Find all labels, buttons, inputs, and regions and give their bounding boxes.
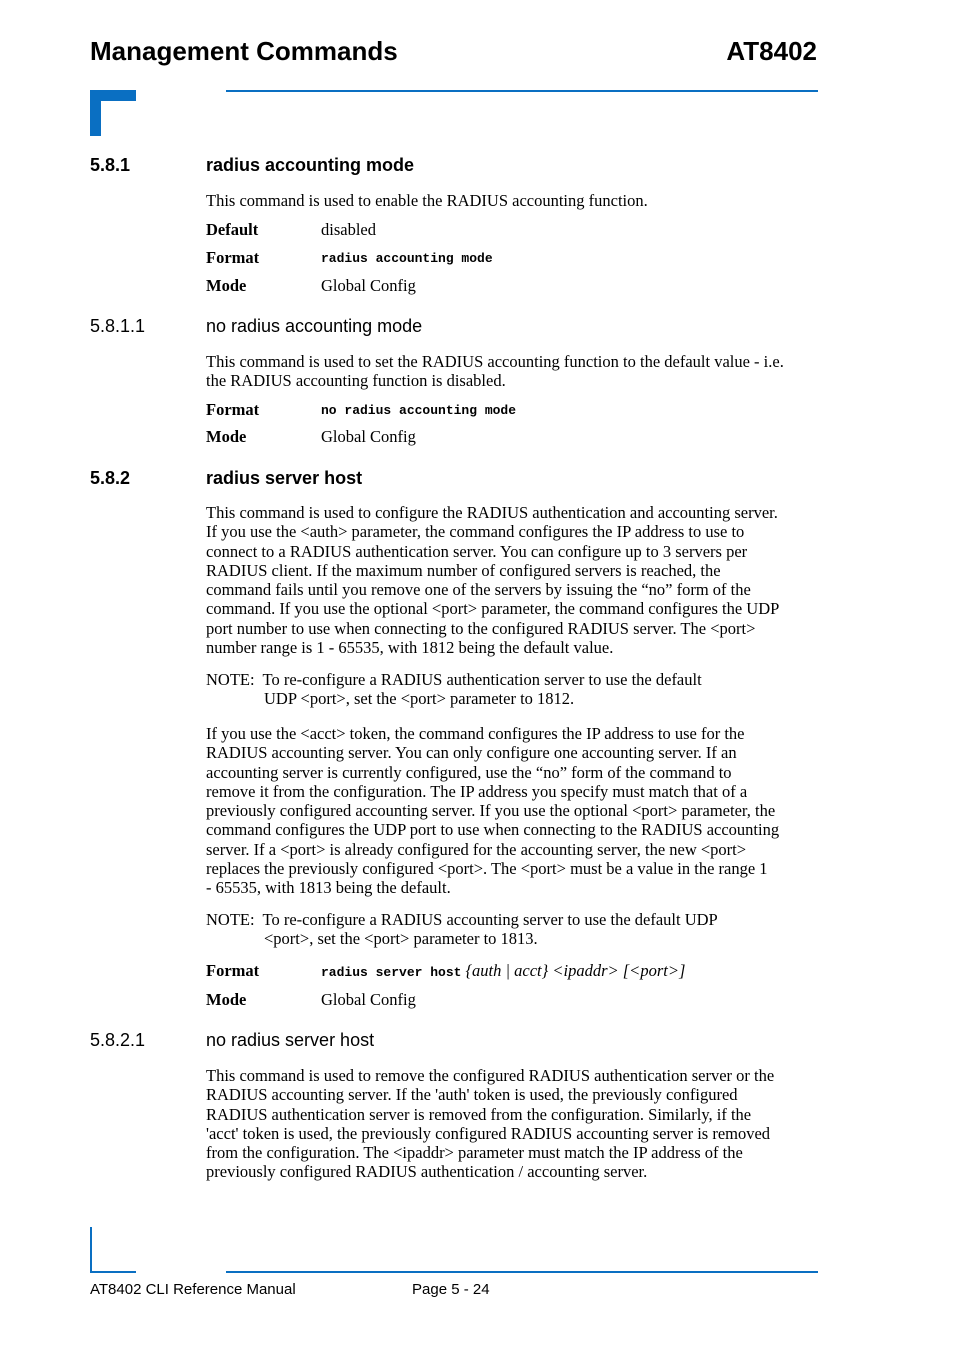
- mode-value: Global Config: [321, 990, 416, 1009]
- note: [206, 670, 702, 709]
- default-value: disabled: [321, 220, 376, 239]
- text-line: UDP <port>, set the <port> parameter to 1812.: [264, 689, 575, 709]
- format-label: Format: [206, 961, 260, 980]
- mode-value: Global Config: [321, 427, 416, 446]
- text-line: RADIUS authentication server is removed from the configuration. Similarly, if the: [206, 1104, 752, 1124]
- text-line: number range is 1 - 65535, with 1812 being the default value.: [206, 638, 614, 658]
- text-line: This command is used to remove the configured RADIUS authentication server or the: [206, 1066, 775, 1085]
- text-line: command. If you use the optional <port> parameter, the command configures the UDP: [206, 599, 780, 619]
- mode-label: Mode: [206, 276, 247, 295]
- format-command: radius accounting mode: [321, 251, 493, 266]
- text-line: replaces the previously configured <port>. The <port> must be a value in the range 1: [206, 859, 768, 879]
- format-label: Format: [206, 400, 260, 419]
- corner-mark-top-v: [90, 90, 101, 136]
- section-number: 5.8.2.1: [90, 1030, 146, 1050]
- text-line: command fails until you remove one of the servers by issuing the “no” form of the: [206, 580, 751, 600]
- mode-value: Global Config: [321, 276, 416, 295]
- format-syntax: [321, 961, 685, 981]
- text-line: RADIUS accounting server. You can only configure one accounting server. If an: [206, 743, 737, 763]
- section-title: no radius server host: [206, 1030, 375, 1050]
- format-command: radius server host: [321, 965, 462, 980]
- default-label: Default: [206, 220, 259, 239]
- text-line: - 65535, with 1813 being the default.: [206, 878, 451, 898]
- text-line: server. If a <port> is already configured for the accounting server, the new <port>: [206, 839, 747, 859]
- header-rule: [226, 90, 818, 92]
- section-number: 5.8.1: [90, 155, 131, 175]
- product-name: AT8402: [726, 36, 817, 66]
- text-line: NOTE: To re-configure a RADIUS authentication server to use the default: [206, 670, 702, 689]
- section-title: no radius accounting mode: [206, 316, 423, 336]
- section-number: 5.8.1.1: [90, 316, 146, 336]
- format-command: no radius accounting mode: [321, 403, 517, 418]
- text-line: RADIUS client. If the maximum number of configured servers is reached, the: [206, 560, 721, 580]
- text-line: accounting server is currently configured, use the “no” form of the command to: [206, 762, 732, 782]
- text-line: from the configuration. The <ipaddr> parameter must match the IP address of the: [206, 1143, 743, 1163]
- footer-page-number: Page 5 - 24: [412, 1281, 490, 1298]
- corner-mark-bottom-h: [90, 1271, 136, 1273]
- text-line: command configures the UDP port to use when connecting to the RADIUS accounting: [206, 820, 780, 840]
- section-title: radius accounting mode: [206, 155, 415, 175]
- text-line: This command is used to set the RADIUS accounting function to the default value - i.e.: [206, 352, 784, 371]
- section-description: This command is used to enable the RADIUS accounting function.: [206, 191, 648, 210]
- footer-rule: [226, 1271, 818, 1273]
- corner-mark-bottom-v: [90, 1227, 92, 1273]
- footer-manual-title: AT8402 CLI Reference Manual: [90, 1281, 296, 1298]
- note: [206, 910, 718, 949]
- text-line: remove it from the configuration. The IP address you specify must match that of a: [206, 781, 748, 801]
- section-number: 5.8.2: [90, 468, 131, 488]
- text-line: 'acct' token is used, the previously configured RADIUS accounting server is removed: [206, 1123, 771, 1143]
- section-description: [206, 352, 784, 391]
- mode-label: Mode: [206, 990, 247, 1009]
- paragraph: [206, 503, 779, 657]
- text-line: RADIUS accounting server. If the 'auth' token is used, the previously configured: [206, 1085, 738, 1105]
- format-arguments: {auth | acct} <ipaddr> [<port>]: [465, 961, 686, 980]
- text-line: connect to a RADIUS authentication server. You can configure up to 3 servers per: [206, 541, 748, 561]
- text-line: This command is used to configure the RADIUS authentication and accounting server.: [206, 503, 778, 522]
- page-title: Management Commands: [90, 36, 398, 66]
- paragraph: [206, 724, 779, 898]
- text-line: the RADIUS accounting function is disabled.: [206, 371, 506, 391]
- format-label: Format: [206, 248, 260, 267]
- text-line: NOTE: To re-configure a RADIUS accounting server to use the default UDP: [206, 910, 718, 929]
- text-line: previously configured RADIUS authentication / accounting server.: [206, 1162, 648, 1182]
- text-line: port number to use when connecting to the configured RADIUS server. The <port>: [206, 618, 756, 638]
- text-line: <port>, set the <port> parameter to 1813.: [264, 929, 538, 949]
- mode-label: Mode: [206, 427, 247, 446]
- paragraph: [206, 1066, 774, 1182]
- text-line: previously configured accounting server. If you use the optional <port> parameter, the: [206, 801, 776, 821]
- text-line: If you use the <acct> token, the command configures the IP address to use for the: [206, 724, 745, 743]
- text-line: If you use the <auth> parameter, the command configures the IP address to use to: [206, 522, 745, 542]
- section-title: radius server host: [206, 468, 363, 488]
